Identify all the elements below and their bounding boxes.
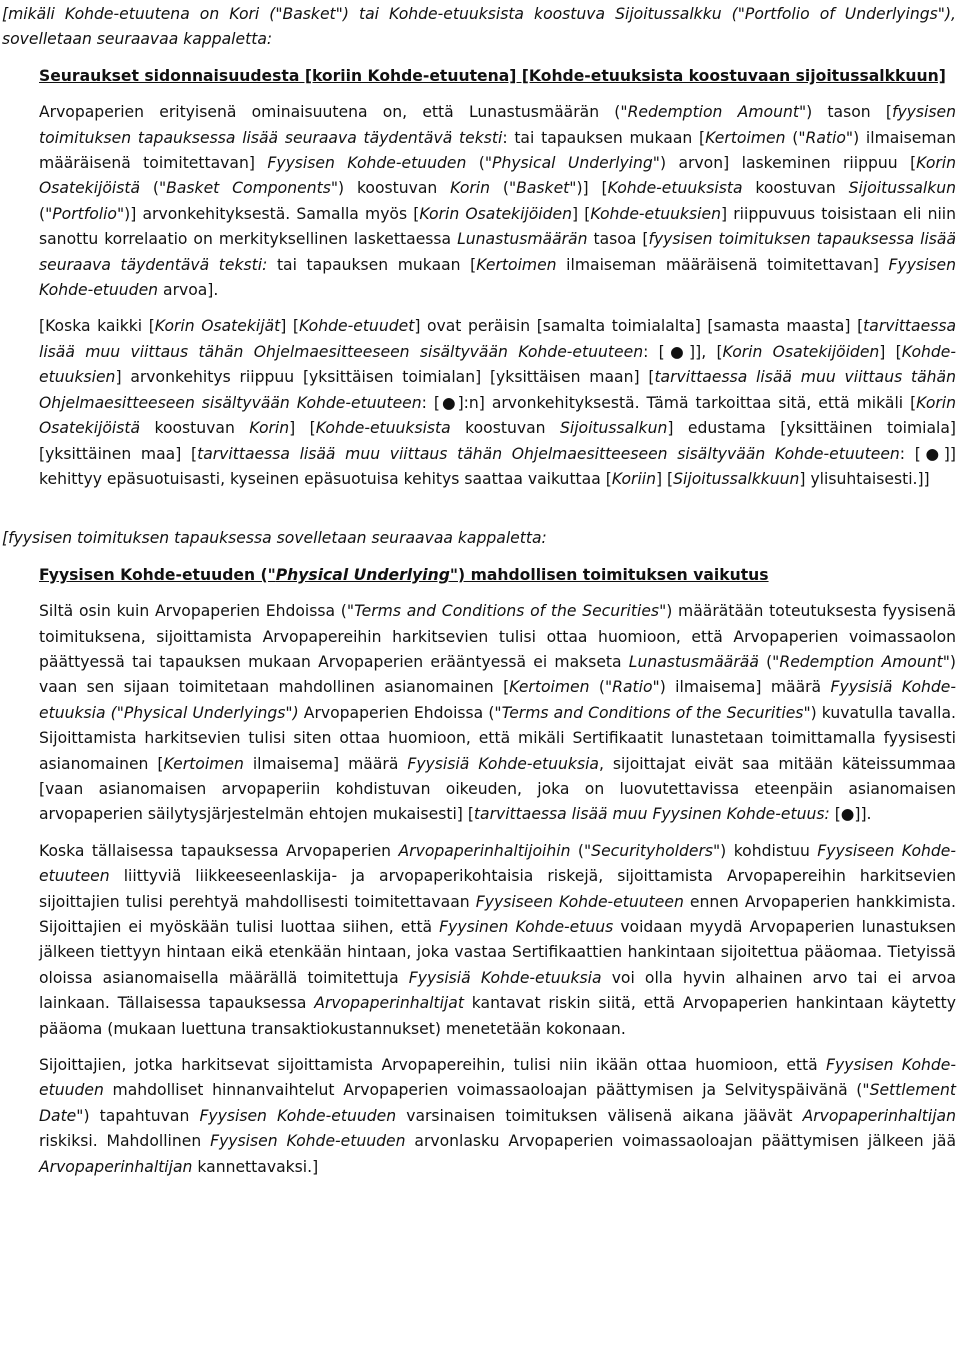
text-run: Korin Osatekijöistä <box>39 393 956 438</box>
text-run: Settlement Date <box>39 1081 956 1125</box>
text-run: Kertoimen <box>476 255 557 274</box>
text-run: kannettavaksi.] <box>192 1157 319 1176</box>
section2-paragraph-2 <box>39 839 956 1042</box>
section1-paragraph-2 <box>39 314 956 492</box>
text-run: ennen Arvopaperien hankkimista. Sijoittajien ei myöskään tulisi luottaa siihen, että <box>39 892 956 936</box>
heading-text-pre: Fyysisen Kohde-etuuden (" <box>39 565 276 584</box>
text-run: Fyysisen Kohde-etuuden <box>199 1106 397 1125</box>
text-run: Kertoimen <box>163 754 244 773</box>
text-run: kantavat riskin siitä, että Arvopaperien hankintaan käytetty pääoma (mukaan luettuna transaktiokustannukset) menetetään kokonaan. <box>39 994 957 1038</box>
text-run: Kohde-etuuksien <box>39 342 956 387</box>
text-run: ")] [ <box>569 179 608 198</box>
text-run: ] [ <box>280 317 300 336</box>
text-run: arvonlasku Arvopaperien voimassaoloajan päättymisen jälkeen jää <box>405 1132 957 1151</box>
text-run: (" <box>466 154 493 173</box>
text-run: Redemption Amount <box>627 103 799 122</box>
text-run: Fyysisen Kohde-etuuden <box>39 255 956 300</box>
text-run: ") kohdistuu <box>713 841 818 860</box>
heading-text-post: ") mahdollisen toimituksen vaikutus <box>449 565 769 584</box>
text-run: Korin Osatekijät <box>154 317 281 336</box>
text-run: : [●]:n] arvonkehityksestä. Tämä tarkoittaa sitä, että mikäli [ <box>421 393 917 412</box>
text-run: (" <box>589 678 613 697</box>
text-run: ") kuvatulla tavalla. Sijoittamista harkitsevien tulisi siten ottaa huomioon, että mikäli Sertifikaatit lunastetaan toimittamalla fyysisesti asianomainen [ <box>39 703 956 773</box>
text-run: Ratio <box>612 678 653 697</box>
text-run: Arvopaperinhaltijat <box>314 994 464 1013</box>
text-run: Siltä osin kuin Arvopaperien Ehdoissa (" <box>39 602 355 621</box>
text-run: Arvopaperinhaltijan <box>802 1106 956 1125</box>
text-run: tarvittaessa lisää muu viittaus tähän Ohjelmaesitteeseen sisältyvään Kohde-etuuteen <box>39 368 956 412</box>
text-run: Korin <box>249 419 290 438</box>
text-run: Terms and Conditions of the Securities <box>501 703 804 722</box>
text-run: Arvopaperinhaltijoihin <box>398 841 571 860</box>
text-run: Terms and Conditions of the Securities <box>354 602 660 621</box>
text-run: Kertoimen <box>705 128 786 147</box>
text-run: Kohde-etuuksien <box>590 204 721 223</box>
text-run: Sijoitussalkkuun <box>673 469 800 488</box>
text-run: ilmaisema] määrä <box>243 754 408 773</box>
text-run: voidaan myydä Arvopaperien lunastuksen jälkeen tiettyyn hintaan eikä etenkään hintaan, joka vastaa Sertifikaattien hankintaan sijoitettua pääomaa. Tietyissä oloissa asianomaisella määrällä toimitettuja <box>39 918 956 987</box>
text-run: ] ylisuhtaisesti.]] <box>799 469 930 488</box>
text-run: riskiksi. Mahdollinen <box>39 1132 211 1151</box>
section2-heading <box>39 563 956 588</box>
text-run: Fyysiseen Kohde-etuuteen <box>39 841 957 886</box>
text-run: koostuvan <box>140 419 250 438</box>
text-run: Korin Osatekijöistä <box>39 154 956 198</box>
text-run: tarvittaessa lisää muu Fyysinen Kohde-etuus: <box>473 805 830 824</box>
text-run: ") tason [ <box>798 103 892 122</box>
text-run: : tai tapauksen mukaan [ <box>502 128 706 147</box>
text-run: (" <box>758 652 780 671</box>
text-run: Sijoitussalkun <box>848 179 957 198</box>
text-run: Portfolio <box>52 204 117 223</box>
text-run: [Koska kaikki [ <box>39 317 155 336</box>
text-run: Kohde-etuuksista <box>607 179 743 198</box>
text-run: : [●]], [ <box>643 342 723 361</box>
text-run: Fyysisiä Kohde-etuuksia <box>407 754 599 773</box>
text-run: Kertoimen <box>509 678 590 697</box>
text-run: ")] arvonkehityksestä. Samalla myös [ <box>116 204 420 223</box>
text-run: Basket <box>516 179 570 198</box>
text-run: ] [ <box>571 204 591 223</box>
text-run: tasoa [ <box>587 230 649 249</box>
text-run: voi olla hyvin alhainen arvo tai ei arvoa lainkaan. Tällaisessa tapauksessa <box>39 968 956 1013</box>
text-run: ") ilmaiseman määräisenä toimitettavan] <box>39 128 956 173</box>
text-run: Fyysinen Kohde-etuus <box>439 918 614 936</box>
text-run: ] riippuvuus toisistaan eli niin sanottu korrelaatio on merkityksellinen laskettaessa <box>39 204 957 249</box>
text-run: (" <box>490 179 517 198</box>
text-run: Arvopaperien erityisenä ominaisuutena on, että Lunastusmäärän (" <box>39 103 628 122</box>
text-run: fyysisen toimituksen tapauksessa lisää seuraava täydentävä teksti: <box>39 230 957 274</box>
text-run: ] arvonkehitys riippuu [yksittäisen toimialan] [yksittäisen maan] [ <box>115 368 655 387</box>
text-run: (" <box>140 179 167 198</box>
text-run: mahdolliset hinnanvaihtelut Arvopaperien voimassaoloajan päättymisen ja Selvityspäivänä (" <box>103 1081 870 1100</box>
text-run: ] [ <box>289 419 316 438</box>
text-run: Korin <box>450 179 491 198</box>
text-run: [●]]. <box>829 805 872 824</box>
text-run: koostuvan <box>450 419 560 438</box>
heading-text-italic: Physical Underlying <box>275 565 450 584</box>
text-run: ") vaan sen sijaan toimitetaan mahdollinen asianomainen [ <box>39 652 956 697</box>
text-run: (" <box>39 204 53 223</box>
section1-paragraph-1 <box>39 100 956 303</box>
text-run: Lunastusmäärää <box>628 652 759 671</box>
text-run: , sijoittajat eivät saa mitään käteissummaa [vaan asianomaisen arvopaperiin kohdistuvan oikeuden, joka on luovutettavissa eteenpäin asianomaisen arvopaperien säilytysjärjestelmän ehtojen mukaisesti] [ <box>39 754 956 824</box>
text-run: : [●]] kehittyy epäsuotuisasti, kyseinen epäsuotuisa kehitys saattaa vaikuttaa [ <box>39 444 956 488</box>
text-run: ") tapahtuvan <box>76 1106 200 1125</box>
text-run: ] [ <box>879 342 902 361</box>
text-run: ") koostuvan <box>330 179 451 198</box>
text-run: arvoa]. <box>158 281 219 300</box>
text-run: Fyysisen Kohde-etuuden <box>210 1132 406 1151</box>
text-run: ") arvon] laskeminen riippuu [ <box>652 154 917 173</box>
text-run: Sijoittajien, jotka harkitsevat sijoittamista Arvopapereihin, tulisi niin ikään ottaa huomioon, että <box>39 1056 827 1075</box>
text-run: (" <box>785 128 806 147</box>
text-run: Lunastusmäärän <box>457 230 588 249</box>
section2-paragraph-1 <box>39 599 956 828</box>
text-run: Kohde-etuuksista <box>315 419 451 438</box>
text-run: koostuvan <box>742 179 849 198</box>
text-run: Koska tällaisessa tapauksessa Arvopaperien <box>39 841 399 860</box>
text-run: ") määrätään toteutuksesta fyysisenä toimituksena, sijoittamista Arvopapereihin harkitsevien tulisi ottaa huomioon, että Arvopaperien voimassaolon päättyessä tai tapauksen mukaan Arvopaperien erääntyessä ei makseta <box>39 602 956 671</box>
text-run: varsinaisen toimituksen välisenä aikana jäävät <box>396 1106 803 1125</box>
text-run: fyysisen toimituksen tapauksessa lisää seuraava täydentävä teksti <box>39 103 956 147</box>
text-run: ] [ <box>656 469 674 488</box>
text-run: Fyysiseen Kohde-etuuteen <box>475 892 684 911</box>
section2-intro: [fyysisen toimituksen tapauksessa sovelletaan seuraavaa kappaletta: <box>2 529 547 548</box>
text-run: Arvopaperien Ehdoissa (" <box>298 703 502 722</box>
text-run: Redemption Amount <box>779 652 943 671</box>
text-run: Korin Osatekijöiden <box>722 342 880 361</box>
section1-intro: [mikäli Kohde-etuutena on Kori ("Basket") tai Kohde-etuuksista koostuva Sijoitussalkku ("Portfolio of Underlyings"), sovelletaan seuraavaa kappaletta: <box>2 5 956 49</box>
text-run: Physical Underlying <box>492 154 653 173</box>
text-run: Koriin <box>611 469 656 488</box>
text-run: Sijoitussalkun <box>559 419 668 438</box>
text-run: ] ovat peräisin [samalta toimialalta] [samasta maasta] [ <box>414 317 864 336</box>
text-run: (" <box>570 841 592 860</box>
text-run: Fyysisen Kohde-etuuden <box>267 154 467 173</box>
text-run: Kohde-etuudet <box>299 317 415 336</box>
text-run: Fyysisen Kohde-etuuden <box>39 1056 957 1100</box>
section1-heading: Seuraukset sidonnaisuudesta [koriin Kohde-etuutena] [Kohde-etuuksista koostuvaan sijoitussalkkuun] <box>39 66 946 85</box>
text-run: Korin Osatekijöiden <box>419 204 572 223</box>
text-run: ilmaiseman määräisenä toimitettavan] <box>556 255 889 274</box>
text-run: tarvittaessa lisää muu viittaus tähän Ohjelmaesitteeseen sisältyvään Kohde-etuuteen <box>197 444 900 463</box>
text-run: ") ilmaisema] määrä <box>652 678 831 697</box>
text-run: Ratio <box>805 128 846 147</box>
text-run: Securityholders <box>591 841 713 860</box>
text-run: liittyviä liikkeeseenlaskija- ja arvopaperikohtaisia riskejä, sijoittamista Arvopapereihin harkitsevien sijoittajien tulisi perehtyä mahdollisesti toimitettavaan <box>39 867 956 911</box>
section2-paragraph-3 <box>39 1053 956 1180</box>
text-run: tarvittaessa lisää muu viittaus tähän Ohjelmaesitteeseen sisältyvään Kohde-etuuteen <box>39 317 956 361</box>
text-run: Arvopaperinhaltijan <box>39 1157 193 1176</box>
text-run: Fyysisiä Kohde-etuuksia <box>408 968 602 987</box>
text-run: Fyysisiä Kohde-etuuksia ("Physical Underlyings") <box>39 678 956 722</box>
text-run: ] edustama [yksittäinen toimiala] [yksittäinen maa] [ <box>39 419 957 463</box>
text-run: tai tapauksen mukaan [ <box>267 255 477 274</box>
text-run: Basket Components <box>166 179 331 198</box>
